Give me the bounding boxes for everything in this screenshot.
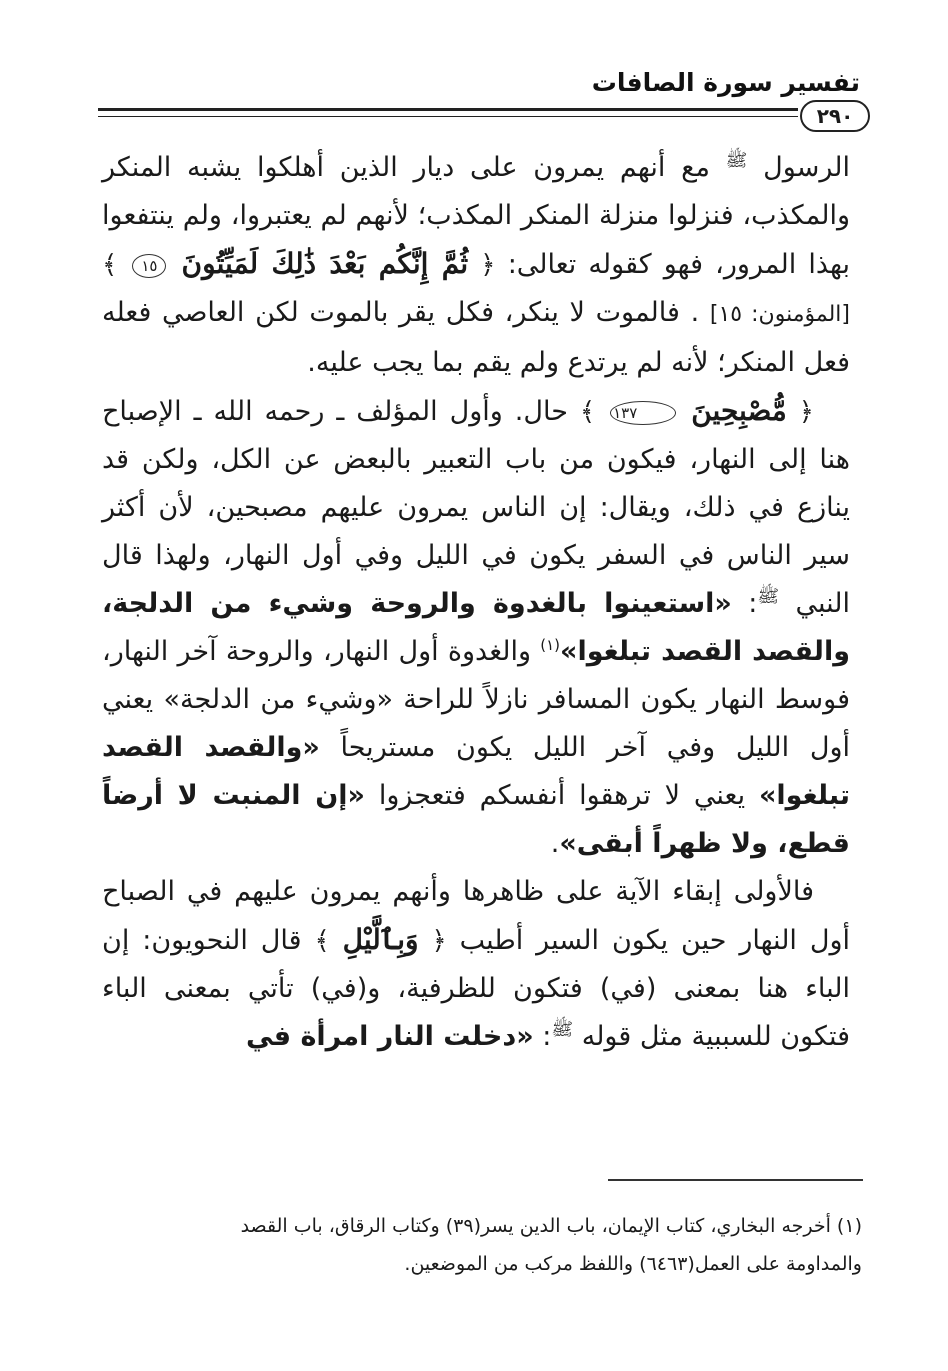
hadith-quote: «إن المنبت لا أرضاً قطع، ولا ظهراً أبقى»	[102, 780, 850, 859]
salutation-ligature: ﷺ	[757, 586, 780, 607]
hadith-quote: «استعينوا بالغدوة والروحة وشيء من الدلجة، والقصد القصد تبلغوا»	[102, 588, 850, 667]
text: قال النحويون: إن الباء هنا بمعنى (في) فتكون للظرفية، و(في) تأتي بمعنى الباء فتكون للسببية مثل قوله	[102, 925, 850, 1052]
text: الرسول	[763, 152, 850, 183]
text: فالأولى إبقاء الآية على ظاهرها وأنهم يمرون عليهم في الصباح أول النهار حين يكون السير أطيب	[102, 876, 851, 956]
text: :	[748, 588, 758, 619]
text: مع أنهم يمرون على ديار الذين أهلكوا يشبه المنكر والمكذب، فنزلوا منزلة المنكر المكذب؛ لأنهم لم يعتبروا، ولم ينتفعوا بهذا المرور، فهو كقوله تعالى:	[102, 152, 850, 280]
footnote-line: والمداومة على العمل(٦٤٦٣) واللفظ مركب من الموضعين.	[404, 1253, 862, 1275]
hadith-quote: «دخلت النار امرأة في	[246, 1021, 534, 1052]
footnote-line: (١) أخرجه البخاري، كتاب الإيمان، باب الدين يسر(٣٩) وكتاب الرقاق، باب القصد	[240, 1215, 862, 1237]
verse-reference: [المؤمنون: ١٥]	[709, 302, 850, 327]
hadith-quote: «والقصد القصد تبلغوا»	[102, 732, 850, 811]
paragraph-2	[102, 387, 850, 868]
text: . فالموت لا ينكر، فكل يقر بالموت لكن العاصي فعله فعل المنكر؛ لأنه لم يرتدع ولم يقم بما يجب عليه.	[102, 297, 850, 378]
ayah-number: ١٣٧	[610, 401, 676, 425]
ayah-open-bracket: ﴿	[431, 926, 447, 956]
page-number: ٢٩٠	[800, 100, 870, 132]
main-text	[102, 144, 850, 1061]
header-rule-thin	[98, 116, 798, 117]
ayah-close-bracket: ﴾	[314, 926, 330, 956]
text: والغدوة أول النهار، والروحة آخر النهار، فوسط النهار يكون المسافر نازلاً للراحة «وشيء من الدلجة» يعني أول الليل وفي آخر الليل يكون مستريحاً	[102, 636, 850, 763]
text: .	[550, 828, 560, 859]
paragraph-1	[102, 144, 850, 387]
header-rule-thick	[98, 108, 798, 111]
salutation-ligature: ﷺ	[725, 150, 748, 171]
text: يعني لا ترهقوا أنفسكم فتعجزوا	[378, 780, 746, 811]
footnote	[102, 1207, 862, 1283]
text: حال. وأول المؤلف ـ رحمه الله ـ الإصباح هنا إلى النهار، فيكون من باب التعبير بالبعض عن الكل، ولكن قد ينازع في ذلك، ويقال: إن الناس يمرون عليهم مصبحين، لأن أكثر سير الناس في السفر يكون في الليل وفي أول النهار، ولهذا قال النبي	[102, 396, 850, 619]
quran-verse: وَبِٱلَّيْلِ	[342, 923, 419, 956]
text: :	[542, 1021, 552, 1052]
paragraph-3	[102, 868, 850, 1061]
quran-verse: مُّصْبِحِينَ	[691, 394, 787, 427]
ayah-close-bracket: ﴾	[579, 397, 596, 427]
quran-verse: ثُمَّ إِنَّكُم بَعْدَ ذَٰلِكَ لَمَيِّتُونَ	[181, 247, 469, 280]
salutation-ligature: ﷺ	[551, 1019, 574, 1040]
ayah-open-bracket: ﴿	[480, 250, 496, 280]
footnote-marker: (١)	[540, 636, 561, 654]
ayah-open-bracket: ﴿	[798, 397, 814, 427]
footnote-separator	[608, 1179, 863, 1181]
ayah-close-bracket: ﴾	[102, 250, 118, 280]
running-title: تفسير سورة الصافات	[591, 68, 860, 97]
ayah-number: ١٥	[132, 254, 166, 278]
